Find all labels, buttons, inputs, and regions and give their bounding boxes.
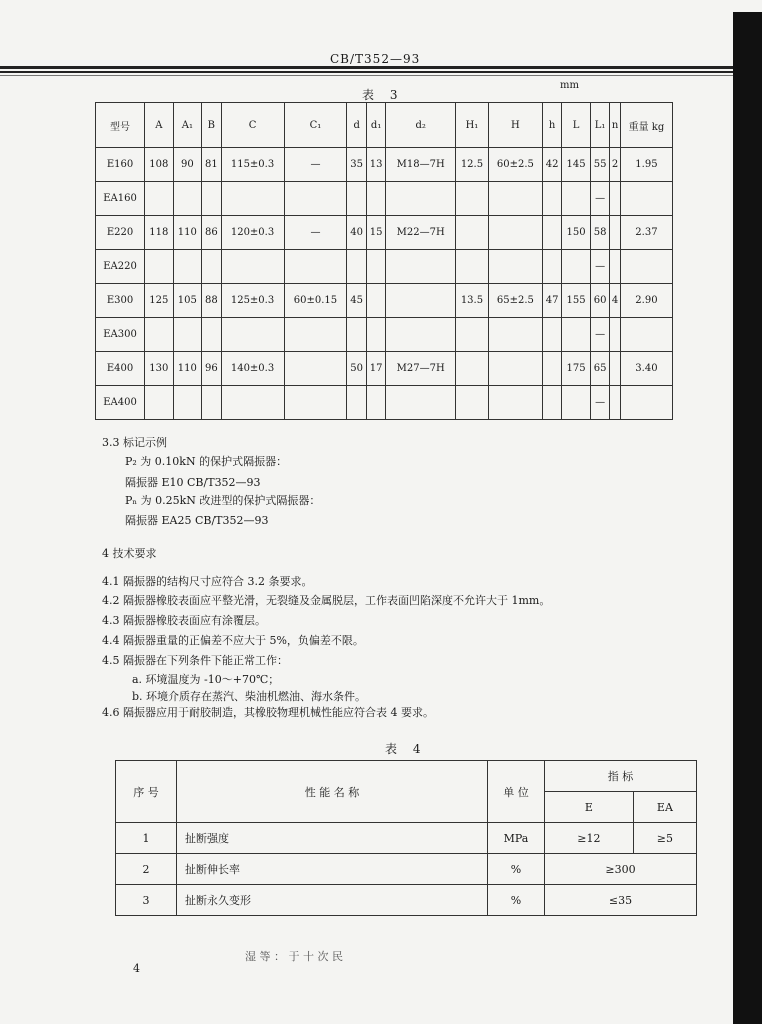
t4-head-ea: EA [633,792,696,823]
t3-value-cell [620,250,672,284]
t3-value-cell [221,386,284,420]
t3-value-cell [202,318,221,352]
t3-value-cell: 42 [542,148,561,182]
t3-model-cell: E220 [96,216,145,250]
t4-cell-ea: ≥5 [633,823,696,854]
t3-model-cell: EA160 [96,182,145,216]
section-4-3: 4.3 隔振器橡胶表面应有涂覆层。 [102,614,266,627]
t3-value-cell: 60±2.5 [488,148,542,182]
t3-value-cell: 50 [347,352,366,386]
t3-header-cell: n [610,103,621,148]
t3-value-cell [562,182,591,216]
t4-head-e: E [545,792,634,823]
t3-value-cell: 108 [145,148,174,182]
table4-caption: 表 4 [385,742,427,756]
t3-value-cell [610,250,621,284]
t3-model-cell: EA220 [96,250,145,284]
t3-value-cell [347,386,366,420]
section-4-5: 4.5 隔振器在下列条件下能正常工作： [102,654,288,667]
t3-header-cell: H [488,103,542,148]
t3-value-cell [562,250,591,284]
t3-value-cell: 105 [173,284,202,318]
t3-value-cell: 35 [347,148,366,182]
t3-value-cell: — [590,250,609,284]
t3-value-cell [366,284,385,318]
t3-value-cell: 15 [366,216,385,250]
t3-value-cell: 40 [347,216,366,250]
t3-header-cell: d₂ [386,103,456,148]
t3-value-cell: 65±2.5 [488,284,542,318]
t3-value-cell [386,386,456,420]
t3-value-cell: 60 [590,284,609,318]
t4-cell-e: ≥12 [545,823,634,854]
t3-value-cell [542,216,561,250]
t3-value-cell: 96 [202,352,221,386]
t3-value-cell: 58 [590,216,609,250]
t3-value-cell [145,250,174,284]
t3-header-cell: A [145,103,174,148]
t3-value-cell [366,318,385,352]
section-4: 4 技术要求 [102,547,157,560]
t3-header-cell: 重量 kg [620,103,672,148]
header-rule-3 [0,75,733,76]
t3-value-cell [610,216,621,250]
header-rule [0,66,733,69]
unit-hint: mm [560,80,579,91]
rubber-property-table [115,760,697,916]
t3-value-cell [542,352,561,386]
t3-value-cell [455,386,488,420]
t3-value-cell: 140±0.3 [221,352,284,386]
table-row [96,182,673,216]
t3-header-cell: C₁ [284,103,347,148]
t3-value-cell [455,182,488,216]
t3-value-cell [284,386,347,420]
t3-value-cell: 60±0.15 [284,284,347,318]
t3-value-cell: 115±0.3 [221,148,284,182]
t3-header-cell: B [202,103,221,148]
t4-head-index: 指 标 [545,761,697,792]
t3-value-cell [173,318,202,352]
table-row [96,284,673,318]
t4-cell-no: 2 [116,854,177,885]
t3-value-cell: 17 [366,352,385,386]
t3-value-cell: — [590,318,609,352]
table3-caption: 表 3 [362,88,404,102]
t3-value-cell: 47 [542,284,561,318]
t3-value-cell [455,318,488,352]
t3-value-cell [620,182,672,216]
t3-value-cell [610,318,621,352]
t3-header-cell: L [562,103,591,148]
t3-value-cell: 2.37 [620,216,672,250]
t3-model-cell: EA400 [96,386,145,420]
t3-value-cell: — [590,182,609,216]
t3-value-cell: M18—7H [386,148,456,182]
t3-header-cell: 型号 [96,103,145,148]
standard-code: CB/T352—93 [330,52,421,66]
t3-value-cell: — [284,216,347,250]
t3-value-cell [347,318,366,352]
t3-value-cell [488,216,542,250]
t3-value-cell [221,318,284,352]
t3-value-cell [173,250,202,284]
t4-cell-name: 扯断伸长率 [177,854,488,885]
t3-value-cell: — [590,386,609,420]
t3-value-cell [386,284,456,318]
t3-value-cell: 81 [202,148,221,182]
t3-value-cell: M27—7H [386,352,456,386]
t4-head-name: 性 能 名 称 [177,761,488,823]
t3-value-cell: 125 [145,284,174,318]
t4-cell-no: 3 [116,885,177,916]
t3-value-cell: M22—7H [386,216,456,250]
t3-value-cell [386,182,456,216]
t3-value-cell [620,386,672,420]
section-4-4: 4.4 隔振器重量的正偏差不应大于 5%，负偏差不限。 [102,634,364,647]
t3-value-cell: — [284,148,347,182]
section-3-3: 3.3 标记示例 [102,436,167,449]
t3-header-cell: H₁ [455,103,488,148]
example-2-desc: Pₙ 为 0.25kN 改进型的保护式隔振器： [125,494,321,507]
t3-value-cell [542,318,561,352]
t3-model-cell: E160 [96,148,145,182]
t3-header-cell: h [542,103,561,148]
t3-value-cell: 110 [173,352,202,386]
table-row [96,386,673,420]
t4-cell-unit: MPa [488,823,545,854]
t3-value-cell: 45 [347,284,366,318]
t3-value-cell [610,182,621,216]
t3-value-cell [455,250,488,284]
t3-value-cell [386,250,456,284]
t4-cell-value: ≥300 [545,854,697,885]
t3-value-cell: 88 [202,284,221,318]
t3-value-cell [221,182,284,216]
t3-value-cell: 2.90 [620,284,672,318]
t3-value-cell: 155 [562,284,591,318]
t4-head-no: 序 号 [116,761,177,823]
t3-value-cell [455,216,488,250]
t3-value-cell [221,250,284,284]
t4-cell-unit: % [488,854,545,885]
t3-header-cell: C [221,103,284,148]
t3-value-cell [562,318,591,352]
t3-value-cell [366,182,385,216]
t4-cell-unit: % [488,885,545,916]
section-4-2: 4.2 隔振器橡胶表面应平整光滑，无裂缝及金属脱层，工作表面凹陷深度不允许大于 1mm。 [102,594,551,607]
t3-value-cell: 145 [562,148,591,182]
t3-model-cell: E300 [96,284,145,318]
table-row [116,854,697,885]
t3-value-cell [347,250,366,284]
table-row [96,352,673,386]
t3-value-cell [145,182,174,216]
t3-value-cell [620,318,672,352]
t3-value-cell [542,182,561,216]
t4-cell-no: 1 [116,823,177,854]
example-1-mark: 隔振器 E10 CB/T352—93 [125,476,261,489]
table-row [96,250,673,284]
t3-value-cell: 118 [145,216,174,250]
t3-value-cell [173,182,202,216]
t3-value-cell: 65 [590,352,609,386]
t4-head-unit: 单 位 [488,761,545,823]
table-row [116,885,697,916]
t3-value-cell [488,318,542,352]
t3-value-cell [284,352,347,386]
t3-value-cell [542,386,561,420]
table-row [116,823,697,854]
t3-header-cell: L₁ [590,103,609,148]
section-4-5-a: a. 环境温度为 -10～+70℃； [132,673,280,686]
page-number: 4 [133,962,140,975]
t4-cell-name: 扯断强度 [177,823,488,854]
table-row [96,148,673,182]
t3-value-cell [284,318,347,352]
t3-value-cell [202,250,221,284]
t3-header-cell: A₁ [173,103,202,148]
t3-value-cell [145,386,174,420]
t3-value-cell: 110 [173,216,202,250]
t3-value-cell [488,352,542,386]
table3-header-row [96,103,673,148]
t3-value-cell [610,386,621,420]
t3-value-cell: 120±0.3 [221,216,284,250]
t3-value-cell [347,182,366,216]
t3-value-cell: 130 [145,352,174,386]
t3-value-cell [284,182,347,216]
t3-value-cell: 12.5 [455,148,488,182]
t3-value-cell: 55 [590,148,609,182]
dimension-table [95,102,673,420]
t3-value-cell [284,250,347,284]
example-1-desc: P₂ 为 0.10kN 的保护式隔振器： [125,455,288,468]
header-rule-2 [0,71,733,73]
footer-note: 湿 等 ： 于 十 次 民 [245,950,343,963]
t3-model-cell: EA300 [96,318,145,352]
t3-value-cell [366,250,385,284]
t3-value-cell: 13.5 [455,284,488,318]
scan-edge-bar [733,12,762,1024]
t3-value-cell: 90 [173,148,202,182]
section-4-1: 4.1 隔振器的结构尺寸应符合 3.2 条要求。 [102,575,313,588]
t3-value-cell [610,352,621,386]
t3-value-cell [202,182,221,216]
t3-value-cell: 1.95 [620,148,672,182]
table-row [96,216,673,250]
t4-cell-value: ≤35 [545,885,697,916]
table3-body [96,148,673,420]
t3-value-cell [173,386,202,420]
t4-cell-name: 扯断永久变形 [177,885,488,916]
section-4-5-b: b. 环境介质存在蒸汽、柴油机燃油、海水条件。 [132,690,367,703]
t3-value-cell [488,250,542,284]
t3-value-cell: 86 [202,216,221,250]
t3-value-cell [145,318,174,352]
t3-value-cell [488,386,542,420]
t3-value-cell [386,318,456,352]
t3-model-cell: E400 [96,352,145,386]
t3-value-cell: 2 [610,148,621,182]
t3-value-cell: 13 [366,148,385,182]
t3-value-cell [366,386,385,420]
t3-value-cell: 4 [610,284,621,318]
t3-value-cell: 3.40 [620,352,672,386]
t3-value-cell [455,352,488,386]
section-4-6: 4.6 隔振器应用于耐胶制造，其橡胶物理机械性能应符合表 4 要求。 [102,706,434,719]
t3-value-cell: 125±0.3 [221,284,284,318]
t3-value-cell [488,182,542,216]
t3-value-cell: 150 [562,216,591,250]
t3-header-cell: d [347,103,366,148]
table-row [96,318,673,352]
t3-value-cell [562,386,591,420]
t3-value-cell [202,386,221,420]
t3-header-cell: d₁ [366,103,385,148]
t3-value-cell: 175 [562,352,591,386]
t3-value-cell [542,250,561,284]
example-2-mark: 隔振器 EA25 CB/T352—93 [125,514,269,527]
